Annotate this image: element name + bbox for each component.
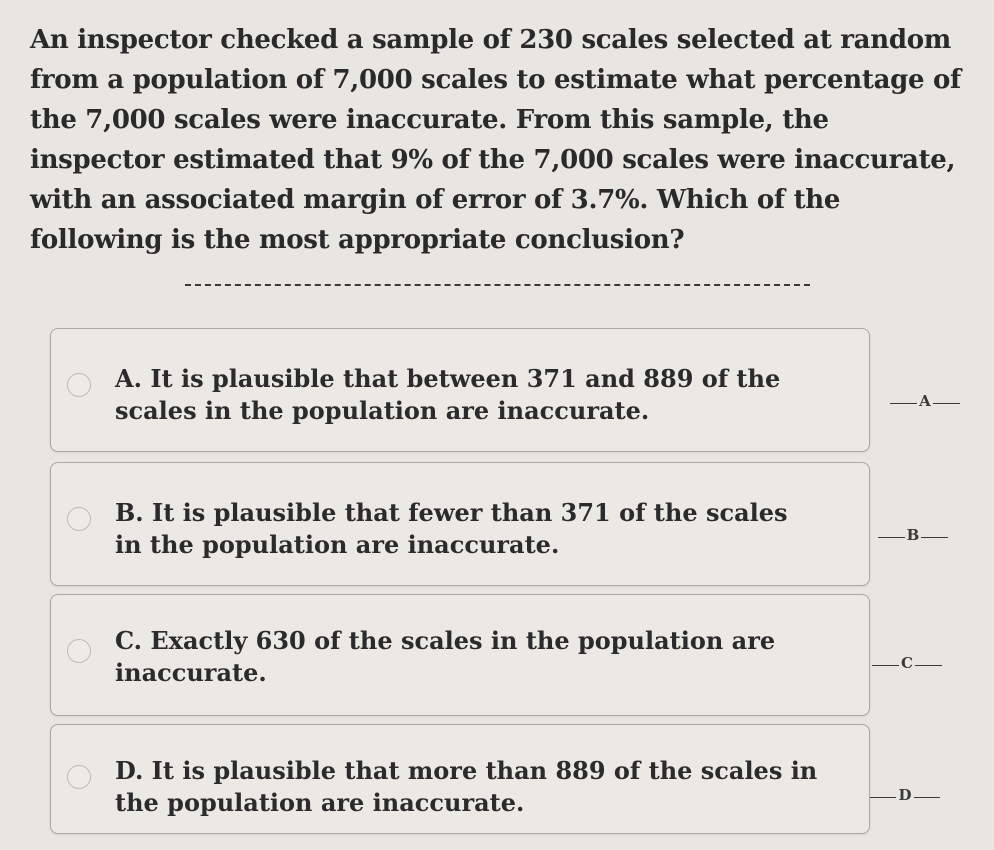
- radio-circle-icon[interactable]: [67, 639, 91, 663]
- choice-a-side-label: A: [890, 392, 960, 416]
- choice-d[interactable]: [50, 724, 870, 834]
- choice-c-side-label: C: [872, 654, 942, 678]
- choice-b-side-label: B: [878, 526, 948, 550]
- choice-d-side-label: D: [870, 786, 940, 810]
- dashed-divider: [185, 284, 810, 286]
- question-text: An inspector checked a sample of 230 scales selected at random from a population of 7,000 scales to estimate what percentage of the 7,000 scales were inaccurate. From this sample, the inspector estimated that 9% of the 7,000 scales were inaccurate, with an associated margin of error of 3.7%. Which of the following is the most appropriate conclusion?: [30, 25, 961, 255]
- choice-c[interactable]: [50, 594, 870, 716]
- choice-a[interactable]: [50, 328, 870, 452]
- choice-b[interactable]: [50, 462, 870, 586]
- choice-d-text: D. It is plausible that more than 889 of the scales in the population are inaccurate.: [115, 756, 818, 817]
- radio-circle-icon[interactable]: [67, 765, 91, 789]
- choice-a-text: A. It is plausible that between 371 and 889 of the scales in the population are inaccurate.: [115, 364, 781, 425]
- radio-circle-icon[interactable]: [67, 507, 91, 531]
- choice-c-text: C. Exactly 630 of the scales in the population are inaccurate.: [115, 626, 776, 687]
- choice-b-text: B. It is plausible that fewer than 371 of the scales in the population are inaccurate.: [115, 498, 788, 559]
- radio-circle-icon[interactable]: [67, 373, 91, 397]
